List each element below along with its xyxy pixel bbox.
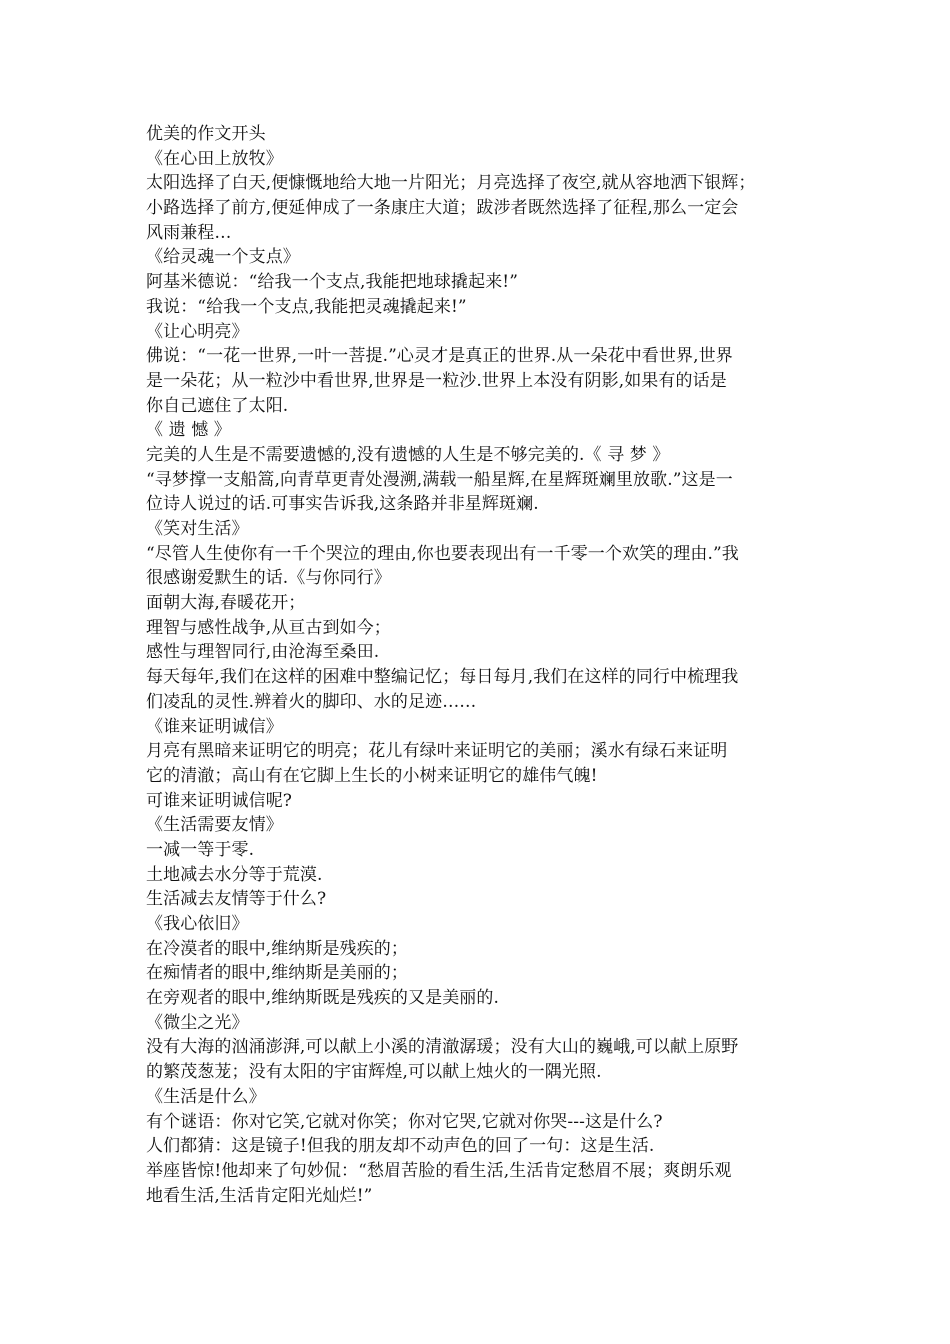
document-body — [146, 122, 811, 1208]
text-line: 地看生活,生活肯定阳光灿烂!” — [146, 1185, 373, 1206]
text-line: 举座皆惊!他却来了句妙侃：“愁眉苦脸的看生活,生活肯定愁眉不展；爽朗乐观 — [146, 1160, 732, 1181]
section-heading: 《生活是什么》 — [146, 1086, 266, 1107]
section-heading: 《 遗 憾 》 — [146, 420, 231, 441]
text-line: 土地减去水分等于荒漠. — [146, 864, 323, 885]
text-line: 你自己遮住了太阳. — [146, 395, 289, 416]
section-heading: 《在心田上放牧》 — [146, 148, 283, 169]
section-heading: 《让心明亮》 — [146, 321, 249, 342]
text-line: 感性与理智同行,由沧海至桑田. — [146, 642, 380, 663]
text-line: 的繁茂葱茏；没有太阳的宇宙辉煌,可以献上烛火的一隅光照. — [146, 1062, 602, 1083]
text-line: 面朝大海,春暖花开； — [146, 593, 306, 614]
text-line: 风雨兼程… — [146, 222, 232, 243]
text-line: 它的清澈；高山有在它脚上生长的小树来证明它的雄伟气魄! — [146, 765, 598, 786]
text-line: 是一朵花；从一粒沙中看世界,世界是一粒沙.世界上本没有阴影,如果有的话是 — [146, 370, 727, 391]
text-line: 小路选择了前方,便延伸成了一条康庄大道；跋涉者既然选择了征程,那么一定会 — [146, 198, 739, 219]
text-line: 可谁来证明诚信呢? — [146, 790, 293, 811]
text-line: 阿基米德说：“给我一个支点,我能把地球撬起来!” — [146, 272, 519, 293]
document-title: 优美的作文开头 — [146, 124, 266, 144]
text-line: 人们都猜：这是镜子!但我的朋友却不动声色的回了一句：这是生活. — [146, 1136, 655, 1157]
text-line: 位诗人说过的话.可事实告诉我,这条路并非星辉斑斓. — [146, 494, 539, 515]
text-line: 月亮有黑暗来证明它的明亮；花儿有绿叶来证明它的美丽；溪水有绿石来证明 — [146, 741, 728, 762]
section-heading: 《微尘之光》 — [146, 1012, 249, 1033]
text-line: 们凌乱的灵性.辨着火的脚印、水的足迹…… — [146, 691, 477, 712]
text-line: “尽管人生使你有一千个哭泣的理由,你也要表现出有一千零一个欢笑的理由.”我 — [146, 543, 739, 564]
text-line: 在旁观者的眼中,维纳斯既是残疾的又是美丽的. — [146, 988, 500, 1009]
section-heading: 《谁来证明诚信》 — [146, 716, 283, 737]
text-line: 完美的人生是不需要遗憾的,没有遗憾的人生是不够完美的.《 寻 梦 》 — [146, 444, 670, 465]
section-heading: 《给灵魂一个支点》 — [146, 247, 300, 268]
text-line: 没有大海的汹涌澎湃,可以献上小溪的清澈潺瑗；没有大山的巍峨,可以献上原野 — [146, 1037, 739, 1058]
text-line: “寻梦撑一支船篙,向青草更青处漫溯,满载一船星辉,在星辉斑斓里放歌.”这是一 — [146, 469, 733, 490]
section-heading: 《我心依旧》 — [146, 914, 249, 934]
section-heading: 《笑对生活》 — [146, 519, 249, 539]
section-heading: 《生活需要友情》 — [146, 815, 283, 836]
text-line: 我说：“给我一个支点,我能把灵魂撬起来!” — [146, 296, 467, 317]
text-line: 理智与感性战争,从亘古到如今； — [146, 617, 391, 638]
text-line: 一减一等于零. — [146, 839, 255, 860]
text-line: 有个谜语：你对它笑,它就对你笑；你对它哭,它就对你哭---这是什么? — [146, 1111, 663, 1132]
text-line: 每天每年,我们在这样的困难中整编记忆；每日每月,我们在这样的同行中梳理我 — [146, 667, 739, 688]
text-line: 在冷漠者的眼中,维纳斯是残疾的； — [146, 938, 409, 959]
text-line: 在痴情者的眼中,维纳斯是美丽的； — [146, 963, 409, 984]
text-line: 很感谢爱默生的话.《与你同行》 — [146, 568, 391, 589]
text-line: 佛说：“一花一世界,一叶一菩提.”心灵才是真正的世界.从一朵花中看世界,世界 — [146, 346, 733, 367]
text-line: 太阳选择了白天,便慷慨地给大地一片阳光；月亮选择了夜空,就从容地洒下银辉； — [146, 173, 756, 194]
text-line: 生活减去友情等于什么? — [146, 889, 327, 910]
